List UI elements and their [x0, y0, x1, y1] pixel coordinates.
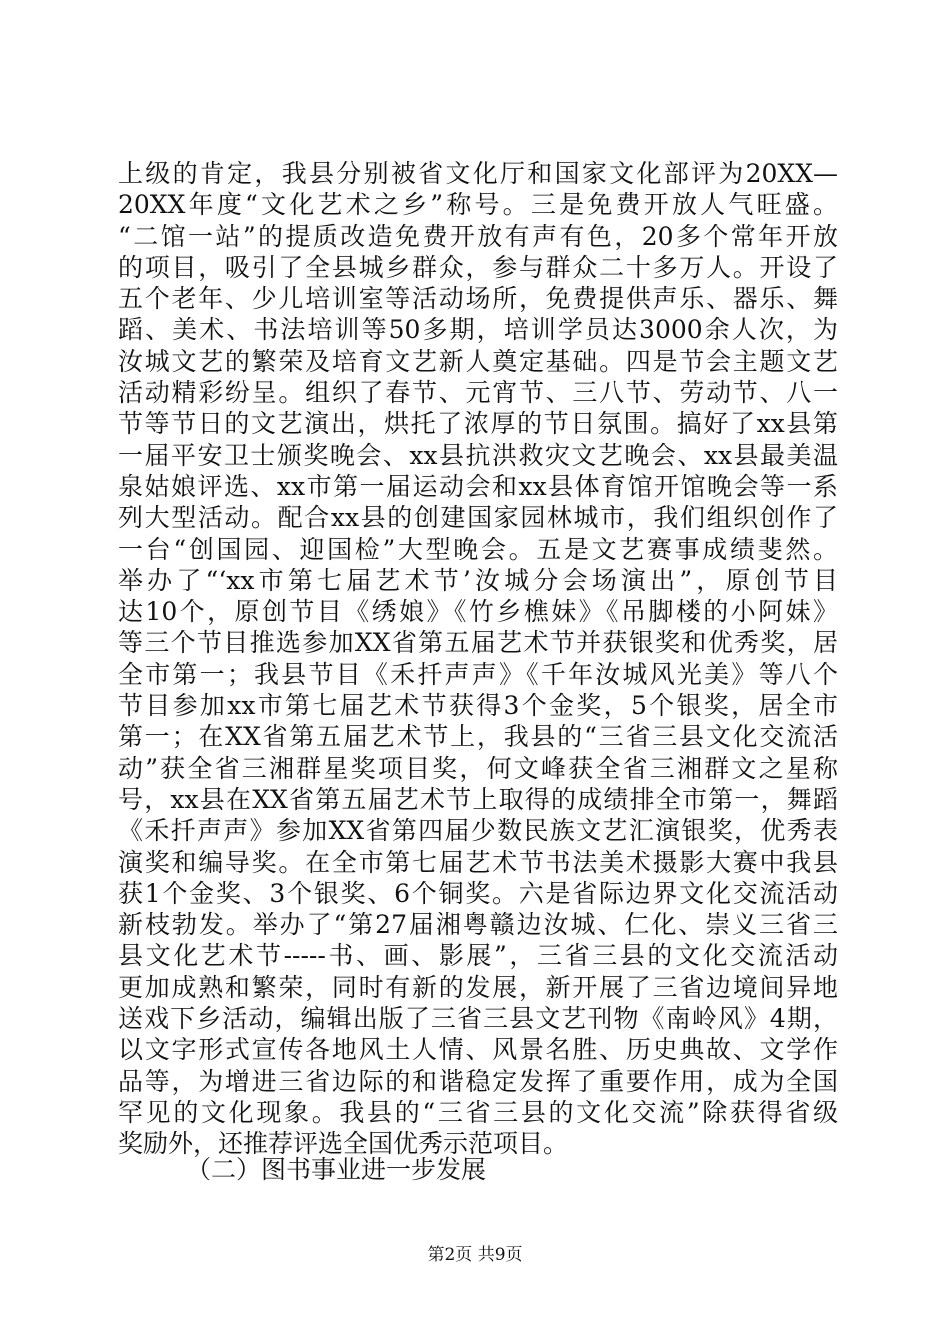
text-line: 演奖和编导奖。在全市第七届艺术节书法美术摄影大赛中我县 [118, 847, 838, 877]
text-line: 获1个金奖、3个银奖、6个铜奖。六是省际边界文化交流活动 [118, 878, 838, 908]
text-line: 活动精彩纷呈。组织了春节、元宵节、三八节、劳动节、八一 [118, 378, 838, 408]
text-line: 泉姑娘评选、xx市第一届运动会和xx县体育馆开馆晚会等一系 [118, 471, 838, 501]
text-line: 达10个，原创节目《绣娘》《竹乡樵妹》《吊脚楼的小阿妹》 [118, 597, 838, 627]
text-line: 等三个节目推选参加XX省第五届艺术节并获银奖和优秀奖，居 [118, 628, 838, 658]
text-line: 五个老年、少儿培训室等活动场所，免费提供声乐、器乐、舞 [118, 284, 838, 314]
text-line: 蹈、美术、书法培训等50多期，培训学员达3000余人次，为 [118, 315, 838, 345]
text-line: 节等节日的文艺演出，烘托了浓厚的节日氛围。搞好了xx县第 [118, 409, 838, 439]
text-line: 节目参加xx市第七届艺术节获得3个金奖，5个银奖，居全市 [118, 691, 838, 721]
text-line: 号，xx县在XX省第五届艺术节上取得的成绩排全市第一，舞蹈 [118, 784, 838, 814]
text-line: 新枝勃发。举办了“第27届湘粤赣边汝城、仁化、崇义三省三 [118, 910, 838, 940]
text-line: “二馆一站”的提质改造免费开放有声有色，20多个常年开放 [118, 221, 838, 251]
text-line: 更加成熟和繁荣，同时有新的发展，新开展了三省边境间异地 [118, 972, 838, 1002]
page-footer: 第2页 共9页 [427, 1245, 523, 1265]
text-line: 一台“创国园、迎国检”大型晚会。五是文艺赛事成绩斐然。 [118, 534, 838, 564]
text-line: 奖励外，还推荐评选全国优秀示范项目。 [118, 1129, 569, 1159]
text-line: 县文化艺术节-----书、画、影展”，三省三县的文化交流活动 [118, 941, 838, 971]
text-line: 品等，为增进三省边际的和谐稳定发挥了重要作用，成为全国 [118, 1066, 838, 1096]
text-line: 举办了“‘xx市第七届艺术节’汝城分会场演出”，原创节目 [118, 565, 838, 595]
text-line: 送戏下乡活动，编辑出版了三省三县文艺刊物《南岭风》4期， [118, 1004, 838, 1034]
text-line: 《禾扦声声》参加XX省第四届少数民族文艺汇演银奖，优秀表 [118, 816, 838, 846]
text-line: 全市第一；我县节目《禾扦声声》《千年汝城风光美》等八个 [118, 659, 838, 689]
text-line: 的项目，吸引了全县城乡群众，参与群众二十多万人。开设了 [118, 252, 838, 282]
text-line: 动”获全省三湘群星奖项目奖，何文峰获全省三湘群文之星称 [118, 753, 838, 783]
body-text [118, 158, 838, 1160]
text-line: 列大型活动。配合xx县的创建国家园林城市，我们组织创作了 [118, 503, 838, 533]
section-heading: （二）图书事业进一步发展 [186, 1155, 487, 1184]
text-line: 罕见的文化现象。我县的“三省三县的文化交流”除获得省级 [118, 1097, 838, 1127]
text-line: 上级的肯定，我县分别被省文化厅和国家文化部评为20XX— [118, 159, 838, 188]
text-line: 第一；在XX省第五届艺术节上，我县的“三省三县文化交流活 [118, 722, 838, 752]
text-line: 汝城文艺的繁荣及培育文艺新人奠定基础。四是节会主题文艺 [118, 346, 838, 376]
text-line: 20XX年度“文化艺术之乡”称号。三是免费开放人气旺盛。 [118, 190, 838, 220]
text-line: 一届平安卫士颁奖晚会、xx县抗洪救灾文艺晚会、xx县最美温 [118, 440, 838, 470]
text-line: 以文字形式宣传各地风土人情、风景名胜、历史典故、文学作 [118, 1035, 838, 1065]
